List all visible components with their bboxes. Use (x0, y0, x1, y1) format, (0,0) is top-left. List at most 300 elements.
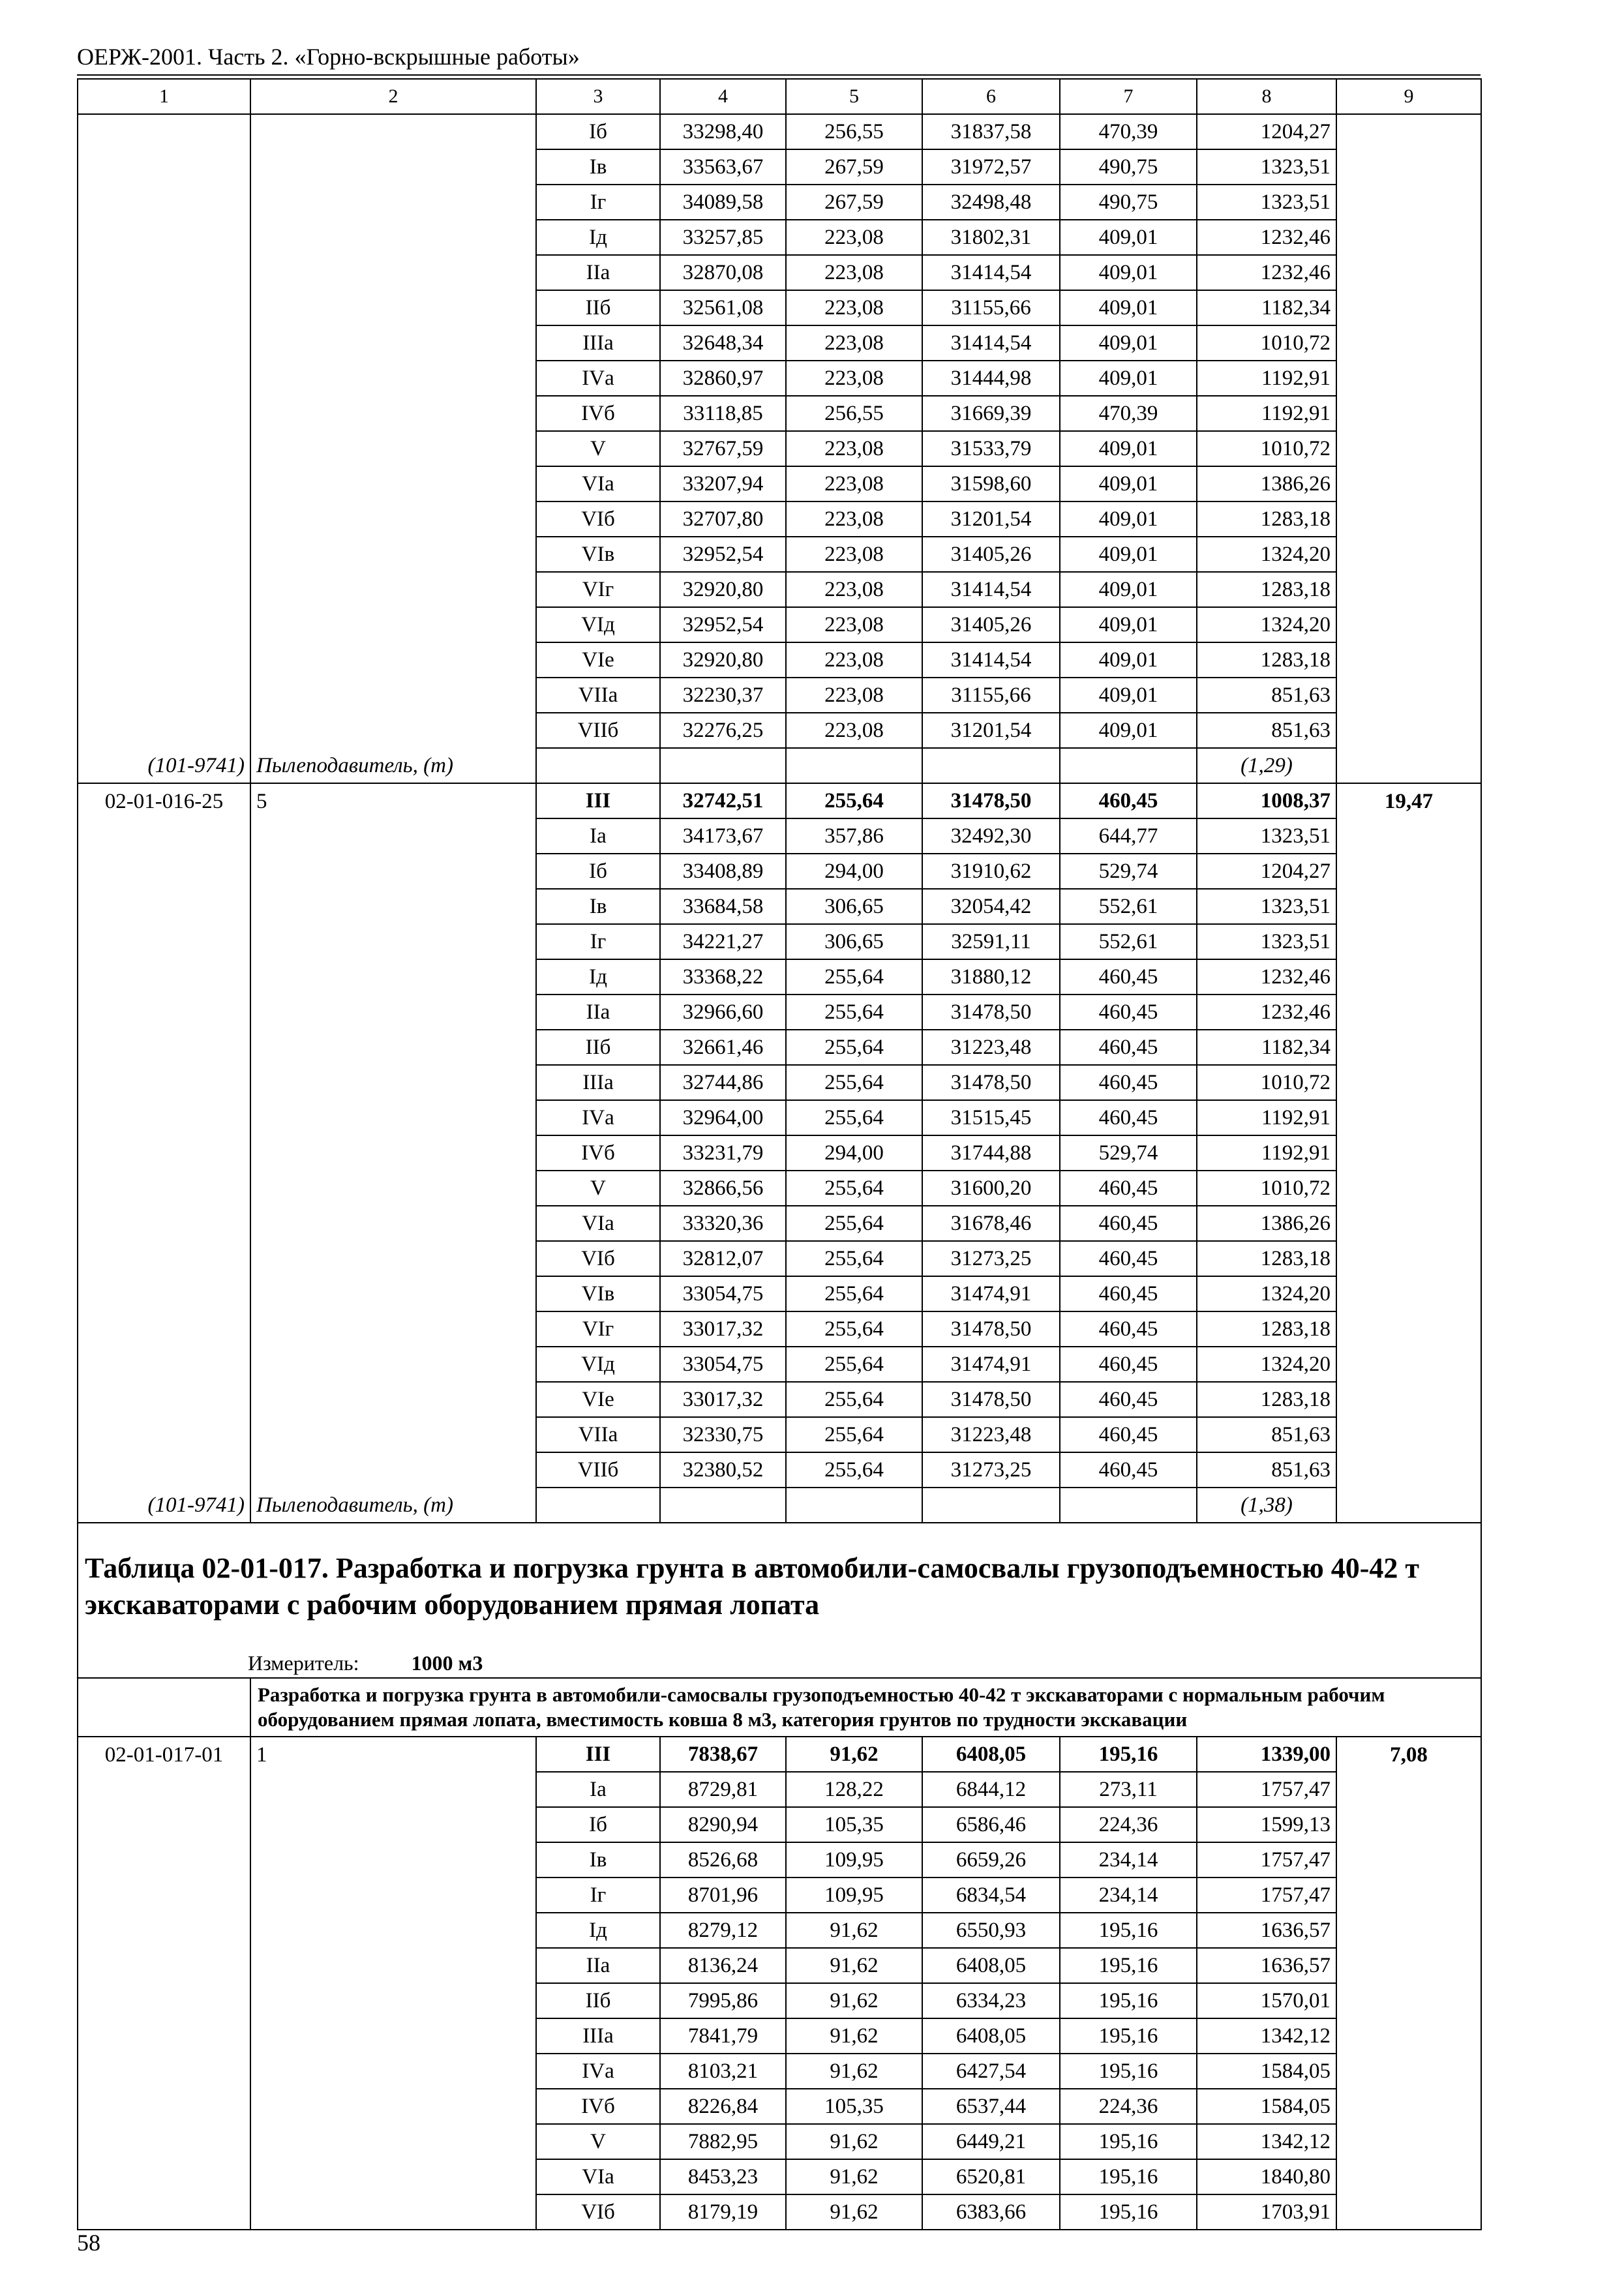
value-cell: 32812,07 (660, 1241, 786, 1276)
value-cell: 32742,51 (660, 783, 786, 818)
code-cell (78, 290, 250, 325)
value-cell: 6586,46 (922, 1807, 1060, 1842)
value-cell: 223,08 (786, 361, 922, 396)
value-cell: 552,61 (1060, 889, 1197, 924)
value-cell: 223,08 (786, 501, 922, 537)
soil-category: V (536, 431, 660, 466)
empty-cell (1060, 748, 1197, 783)
table-row (78, 1241, 1481, 1276)
empty-cell (1336, 1100, 1481, 1135)
value-cell: 105,35 (786, 2089, 922, 2124)
empty-cell (1336, 1417, 1481, 1452)
soil-category: IVа (536, 1100, 660, 1135)
value-cell: 1283,18 (1197, 1382, 1336, 1417)
value-cell: 31478,50 (922, 995, 1060, 1030)
value-cell: 255,64 (786, 1030, 922, 1065)
value-cell: 31478,50 (922, 783, 1060, 818)
table-row (78, 114, 1481, 149)
table-row (78, 1382, 1481, 1417)
empty-cell (1336, 1276, 1481, 1311)
name-cell (250, 713, 536, 748)
soil-category: VIIб (536, 713, 660, 748)
empty-cell (1336, 748, 1481, 783)
empty-cell (1336, 959, 1481, 995)
empty-cell (1336, 255, 1481, 290)
value-cell: 91,62 (786, 2194, 922, 2230)
table-row (78, 1311, 1481, 1347)
column-number: 6 (922, 79, 1060, 114)
table-row (78, 1983, 1481, 2018)
empty-cell (1336, 325, 1481, 361)
table-row (78, 1206, 1481, 1241)
soil-category: Iв (536, 1842, 660, 1878)
value-cell: 6408,05 (922, 2018, 1060, 2054)
value-cell: 1283,18 (1197, 572, 1336, 607)
value-cell: 460,45 (1060, 1171, 1197, 1206)
value-cell: 1570,01 (1197, 1983, 1336, 2018)
value-cell: 33563,67 (660, 149, 786, 185)
resource-value: (1,38) (1197, 1488, 1336, 1523)
empty-cell (1336, 1065, 1481, 1100)
empty-cell (1336, 149, 1481, 185)
value-cell: 255,64 (786, 959, 922, 995)
soil-category: IVа (536, 2054, 660, 2089)
value-cell: 32276,25 (660, 713, 786, 748)
value-cell: 105,35 (786, 1807, 922, 1842)
value-cell: 255,64 (786, 1276, 922, 1311)
value-cell: 409,01 (1060, 290, 1197, 325)
name-cell (250, 1452, 536, 1488)
soil-category: VIа (536, 466, 660, 501)
code-cell (78, 1948, 250, 1983)
value-cell: 33298,40 (660, 114, 786, 149)
value-cell: 409,01 (1060, 431, 1197, 466)
table-row (78, 537, 1481, 572)
value-cell: 33231,79 (660, 1135, 786, 1171)
table-row (78, 361, 1481, 396)
value-cell: 460,45 (1060, 783, 1197, 818)
code-cell (78, 1983, 250, 2018)
value-cell: 7882,95 (660, 2124, 786, 2159)
empty-cell (1336, 889, 1481, 924)
value-cell: 1342,12 (1197, 2124, 1336, 2159)
value-cell: 31478,50 (922, 1065, 1060, 1100)
value-cell: 31533,79 (922, 431, 1060, 466)
table-row (78, 1417, 1481, 1452)
resource-name: Пылеподавитель, (т) (250, 748, 536, 783)
soil-category: Iв (536, 149, 660, 185)
value-cell: 32964,00 (660, 1100, 786, 1135)
empty-cell (1336, 1983, 1481, 2018)
value-cell: 31223,48 (922, 1030, 1060, 1065)
table-row (78, 1171, 1481, 1206)
table-body (78, 79, 1481, 2230)
column-number: 8 (1197, 79, 1336, 114)
code-cell (78, 2194, 250, 2230)
value-cell: 490,75 (1060, 149, 1197, 185)
workers-cost-cell: 19,47 (1336, 783, 1481, 818)
value-cell: 851,63 (1197, 1417, 1336, 1452)
value-cell: 32767,59 (660, 431, 786, 466)
column-number: 9 (1336, 79, 1481, 114)
value-cell: 6408,05 (922, 1737, 1060, 1772)
table-row (78, 607, 1481, 642)
value-cell: 8453,23 (660, 2159, 786, 2194)
value-cell: 1283,18 (1197, 1241, 1336, 1276)
empty-cell (1336, 1807, 1481, 1842)
value-cell: 460,45 (1060, 995, 1197, 1030)
empty-cell (1336, 713, 1481, 748)
name-cell (250, 2089, 536, 2124)
table-row (78, 149, 1481, 185)
value-cell: 1757,47 (1197, 1842, 1336, 1878)
value-cell: 31744,88 (922, 1135, 1060, 1171)
value-cell: 1757,47 (1197, 1772, 1336, 1807)
table-row (78, 396, 1481, 431)
name-cell (250, 466, 536, 501)
value-cell: 33684,58 (660, 889, 786, 924)
code-cell (78, 1276, 250, 1311)
table-row (78, 220, 1481, 255)
soil-category: IIIа (536, 1065, 660, 1100)
code-cell (78, 995, 250, 1030)
value-cell: 33118,85 (660, 396, 786, 431)
empty-cell (536, 748, 660, 783)
value-cell: 460,45 (1060, 1065, 1197, 1100)
soil-category: IIб (536, 1030, 660, 1065)
name-cell (250, 1100, 536, 1135)
table-row (78, 1948, 1481, 1983)
soil-category: VIIа (536, 1417, 660, 1452)
code-cell (78, 1030, 250, 1065)
table-row (78, 466, 1481, 501)
value-cell: 31972,57 (922, 149, 1060, 185)
name-cell (250, 2018, 536, 2054)
table-row (78, 678, 1481, 713)
value-cell: 460,45 (1060, 1347, 1197, 1382)
value-cell: 91,62 (786, 2124, 922, 2159)
value-cell: 1636,57 (1197, 1948, 1336, 1983)
value-cell: 32330,75 (660, 1417, 786, 1452)
empty-cell (1336, 1948, 1481, 1983)
code-cell (78, 1065, 250, 1100)
name-cell (250, 1241, 536, 1276)
value-cell: 1283,18 (1197, 501, 1336, 537)
value-cell: 409,01 (1060, 501, 1197, 537)
value-cell: 33017,32 (660, 1382, 786, 1417)
value-cell: 1232,46 (1197, 959, 1336, 995)
resource-code: (101-9741) (78, 748, 250, 783)
code-cell (78, 149, 250, 185)
value-cell: 409,01 (1060, 361, 1197, 396)
table-row (78, 325, 1481, 361)
description-row (78, 1678, 1481, 1737)
empty-cell (1336, 1030, 1481, 1065)
value-cell: 460,45 (1060, 1382, 1197, 1417)
name-cell (250, 1311, 536, 1347)
table-row (78, 572, 1481, 607)
name-cell (250, 1842, 536, 1878)
name-cell (250, 1772, 536, 1807)
value-cell: 256,55 (786, 114, 922, 149)
soil-category: IVб (536, 1135, 660, 1171)
empty-cell (1336, 1135, 1481, 1171)
empty-cell (78, 1678, 250, 1737)
soil-category: VIб (536, 2194, 660, 2230)
value-cell: 1182,34 (1197, 290, 1336, 325)
name-cell (250, 854, 536, 889)
empty-cell (1336, 2054, 1481, 2089)
value-cell: 31414,54 (922, 325, 1060, 361)
column-number: 3 (536, 79, 660, 114)
value-cell: 32952,54 (660, 537, 786, 572)
value-cell: 6834,54 (922, 1878, 1060, 1913)
soil-category: VIг (536, 572, 660, 607)
soil-category: IVб (536, 396, 660, 431)
table-row (78, 1737, 1481, 1772)
table-row (78, 1452, 1481, 1488)
value-cell: 851,63 (1197, 1452, 1336, 1488)
value-cell: 223,08 (786, 431, 922, 466)
value-cell: 6550,93 (922, 1913, 1060, 1948)
value-cell: 6659,26 (922, 1842, 1060, 1878)
table-row (78, 1276, 1481, 1311)
value-cell: 223,08 (786, 642, 922, 678)
name-cell (250, 361, 536, 396)
code-cell (78, 2018, 250, 2054)
value-cell: 195,16 (1060, 1983, 1197, 2018)
value-cell: 234,14 (1060, 1878, 1197, 1913)
name-cell (250, 959, 536, 995)
code-cell (78, 1772, 250, 1807)
name-cell (250, 607, 536, 642)
value-cell: 31444,98 (922, 361, 1060, 396)
value-cell: 306,65 (786, 889, 922, 924)
code-cell (78, 1878, 250, 1913)
value-cell: 529,74 (1060, 854, 1197, 889)
page-header: ОЕРЖ-2001. Часть 2. «Горно-вскрышные работы» (77, 44, 580, 70)
table-row (78, 2124, 1481, 2159)
value-cell: 109,95 (786, 1842, 922, 1878)
value-cell: 460,45 (1060, 1311, 1197, 1347)
value-cell: 6408,05 (922, 1948, 1060, 1983)
soil-category: IIа (536, 1948, 660, 1983)
soil-category: Iг (536, 185, 660, 220)
value-cell: 409,01 (1060, 325, 1197, 361)
value-cell: 267,59 (786, 185, 922, 220)
price-table (77, 78, 1482, 2230)
value-cell: 223,08 (786, 255, 922, 290)
code-cell (78, 678, 250, 713)
value-cell: 31201,54 (922, 713, 1060, 748)
value-cell: 1323,51 (1197, 924, 1336, 959)
table-row (78, 2018, 1481, 2054)
value-cell: 31478,50 (922, 1311, 1060, 1347)
value-cell: 91,62 (786, 1983, 922, 2018)
empty-cell (1336, 995, 1481, 1030)
name-cell (250, 2124, 536, 2159)
value-cell: 195,16 (1060, 1737, 1197, 1772)
value-cell: 223,08 (786, 537, 922, 572)
table-row (78, 1347, 1481, 1382)
soil-category: IIIа (536, 325, 660, 361)
soil-category: VIд (536, 1347, 660, 1382)
value-cell: 34089,58 (660, 185, 786, 220)
code-cell (78, 642, 250, 678)
value-cell: 31669,39 (922, 396, 1060, 431)
value-cell: 552,61 (1060, 924, 1197, 959)
name-cell (250, 255, 536, 290)
value-cell: 1192,91 (1197, 1135, 1336, 1171)
soil-category: Iб (536, 1807, 660, 1842)
value-cell: 91,62 (786, 1913, 922, 1948)
value-cell: 32920,80 (660, 642, 786, 678)
soil-category: III (536, 1737, 660, 1772)
value-cell: 91,62 (786, 1737, 922, 1772)
name-cell (250, 396, 536, 431)
value-cell: 6520,81 (922, 2159, 1060, 2194)
value-cell: 31515,45 (922, 1100, 1060, 1135)
code-cell (78, 1842, 250, 1878)
value-cell: 1324,20 (1197, 537, 1336, 572)
code-cell (78, 607, 250, 642)
empty-cell (1336, 1382, 1481, 1417)
value-cell: 409,01 (1060, 713, 1197, 748)
value-cell: 195,16 (1060, 1913, 1197, 1948)
value-cell: 255,64 (786, 1241, 922, 1276)
name-cell (250, 642, 536, 678)
code-cell (78, 466, 250, 501)
soil-category: VIд (536, 607, 660, 642)
resource-row (78, 1488, 1481, 1523)
column-number: 5 (786, 79, 922, 114)
value-cell: 1386,26 (1197, 1206, 1336, 1241)
soil-category: VIа (536, 2159, 660, 2194)
soil-category: VIб (536, 1241, 660, 1276)
unit-value: 1000 м3 (411, 1651, 483, 1675)
name-cell (250, 1030, 536, 1065)
soil-category: IIа (536, 255, 660, 290)
value-cell: 31414,54 (922, 255, 1060, 290)
empty-cell (1336, 501, 1481, 537)
soil-category: IIа (536, 995, 660, 1030)
empty-cell (1336, 361, 1481, 396)
empty-cell (1336, 1206, 1481, 1241)
empty-cell (1336, 2124, 1481, 2159)
value-cell: 234,14 (1060, 1842, 1197, 1878)
value-cell: 267,59 (786, 149, 922, 185)
soil-category: V (536, 2124, 660, 2159)
value-cell: 223,08 (786, 607, 922, 642)
soil-category: Iг (536, 924, 660, 959)
empty-cell (1336, 466, 1481, 501)
code-cell (78, 114, 250, 149)
value-cell: 31405,26 (922, 537, 1060, 572)
value-cell: 31405,26 (922, 607, 1060, 642)
table-row (78, 2159, 1481, 2194)
value-cell: 195,16 (1060, 1948, 1197, 1983)
value-cell: 223,08 (786, 572, 922, 607)
value-cell: 851,63 (1197, 678, 1336, 713)
code-cell (78, 325, 250, 361)
value-cell: 1323,51 (1197, 889, 1336, 924)
value-cell: 128,22 (786, 1772, 922, 1807)
name-cell (250, 1135, 536, 1171)
value-cell: 1232,46 (1197, 995, 1336, 1030)
soil-category: III (536, 783, 660, 818)
table-row (78, 783, 1481, 818)
value-cell: 32591,11 (922, 924, 1060, 959)
value-cell: 1192,91 (1197, 396, 1336, 431)
value-cell: 195,16 (1060, 2124, 1197, 2159)
soil-category: VIв (536, 1276, 660, 1311)
table-row (78, 1913, 1481, 1948)
name-cell (250, 501, 536, 537)
table-title: Таблица 02-01-017. Разработка и погрузка грунта в автомобили-самосвалы грузоподъемностью 40-42 т экскаваторами с рабочим оборудованием прямая лопата (78, 1523, 1481, 1649)
value-cell: 32744,86 (660, 1065, 786, 1100)
workers-cost-cell: 7,08 (1336, 1737, 1481, 1772)
table-row (78, 818, 1481, 854)
empty-cell (1060, 1488, 1197, 1523)
empty-cell (1336, 1488, 1481, 1523)
code-cell (78, 255, 250, 290)
soil-category: VIе (536, 1382, 660, 1417)
value-cell: 6334,23 (922, 1983, 1060, 2018)
name-cell (250, 1276, 536, 1311)
value-cell: 460,45 (1060, 1276, 1197, 1311)
soil-category: Iа (536, 818, 660, 854)
value-cell: 31837,58 (922, 114, 1060, 149)
empty-cell (1336, 1913, 1481, 1948)
soil-category: VIIб (536, 1452, 660, 1488)
name-cell (250, 818, 536, 854)
table-row (78, 501, 1481, 537)
soil-category: Iд (536, 220, 660, 255)
value-cell: 490,75 (1060, 185, 1197, 220)
value-cell: 223,08 (786, 290, 922, 325)
code-cell (78, 2054, 250, 2089)
column-number-row (78, 79, 1481, 114)
value-cell: 1232,46 (1197, 255, 1336, 290)
value-cell: 223,08 (786, 220, 922, 255)
name-cell (250, 325, 536, 361)
name-cell (250, 2194, 536, 2230)
value-cell: 8701,96 (660, 1878, 786, 1913)
soil-category: VIг (536, 1311, 660, 1347)
value-cell: 32707,80 (660, 501, 786, 537)
value-cell: 31414,54 (922, 642, 1060, 678)
empty-cell (1336, 642, 1481, 678)
value-cell: 33257,85 (660, 220, 786, 255)
empty-cell (1336, 572, 1481, 607)
value-cell: 31155,66 (922, 678, 1060, 713)
name-cell (250, 431, 536, 466)
value-cell: 256,55 (786, 396, 922, 431)
value-cell: 1323,51 (1197, 818, 1336, 854)
value-cell: 1192,91 (1197, 361, 1336, 396)
value-cell: 8279,12 (660, 1913, 786, 1948)
resource-name: Пылеподавитель, (т) (250, 1488, 536, 1523)
name-cell (250, 1206, 536, 1241)
value-cell: 357,86 (786, 818, 922, 854)
empty-cell (1336, 1878, 1481, 1913)
value-cell: 255,64 (786, 995, 922, 1030)
empty-cell (660, 748, 786, 783)
value-cell: 6383,66 (922, 2194, 1060, 2230)
empty-cell (1336, 1311, 1481, 1347)
name-cell (250, 572, 536, 607)
table-row (78, 1772, 1481, 1807)
